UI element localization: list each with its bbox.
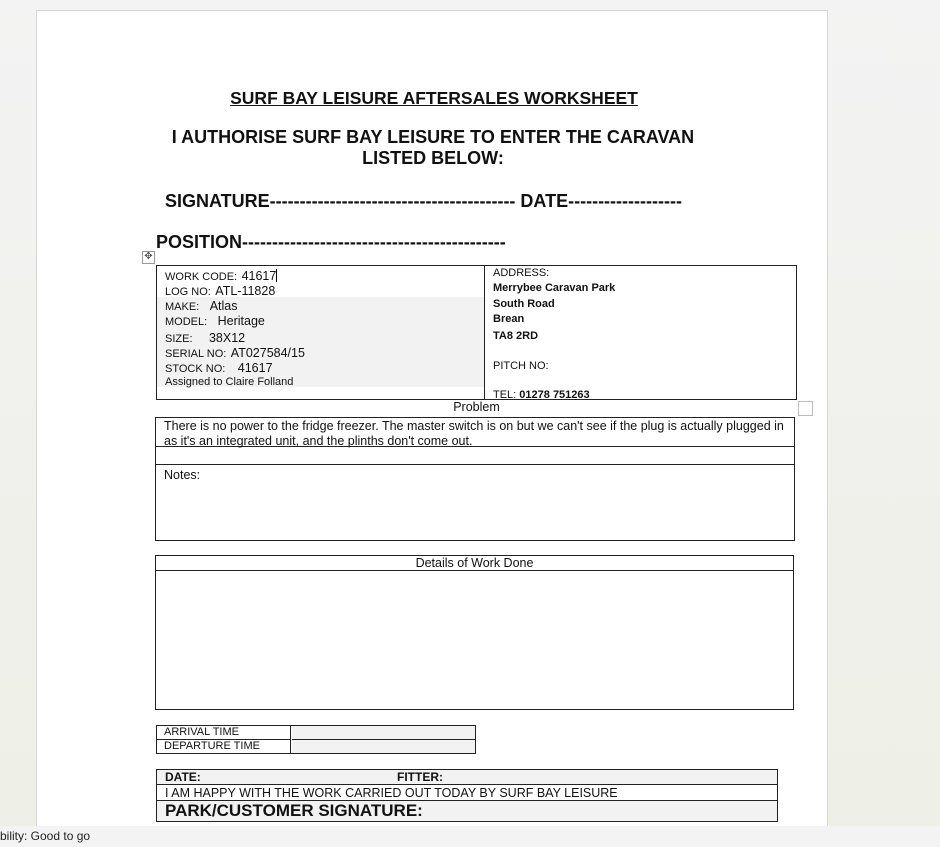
size-row: SIZE: 38X12: [165, 331, 246, 345]
log-no-row: LOG NO: ATL-11828: [165, 284, 276, 298]
work-code-value: 41617: [241, 269, 277, 283]
departure-time-field[interactable]: [292, 740, 475, 753]
document-title: SURF BAY LEISURE AFTERSALES WORKSHEET: [230, 88, 638, 108]
document-page: [36, 10, 828, 830]
address-line3: Brean: [493, 313, 525, 325]
work-done-box[interactable]: [155, 570, 794, 710]
pitch-no-label: PITCH NO:: [493, 360, 549, 372]
model-value: Heritage: [217, 314, 265, 328]
problem-blank-row[interactable]: [155, 447, 795, 465]
happy-statement: I AM HAPPY WITH THE WORK CARRIED OUT TODAY BY SURF BAY LEISURE: [157, 785, 777, 801]
notes-box[interactable]: [155, 465, 795, 541]
fitter-label: FITTER:: [397, 770, 443, 784]
size-value: 38X12: [208, 331, 246, 345]
table-resize-handle[interactable]: [798, 401, 813, 416]
address-line2: South Road: [493, 298, 555, 310]
position-line: POSITION--------------------------------------------: [156, 232, 506, 252]
signature-date-line: SIGNATURE----------------------------------------- DATE-------------------: [165, 191, 682, 211]
problem-text[interactable]: There is no power to the fridge freezer. The master switch is on but we can't see if the plug is actually plugged in as it's an integrated unit, and the plinths don't come out.: [155, 417, 795, 447]
address-postcode: TA8 2RD: [493, 330, 539, 342]
caravan-info-table: [156, 265, 797, 400]
address-label: ADDRESS:: [493, 267, 550, 279]
stock-value: 41617: [237, 361, 273, 375]
assigned-to: Assigned to Claire Folland: [165, 376, 294, 388]
address-cell[interactable]: [493, 266, 793, 399]
arrival-time-field[interactable]: [292, 726, 475, 740]
date-fitter-row[interactable]: [157, 770, 777, 785]
arrival-time-label: ARRIVAL TIME: [157, 726, 291, 740]
make-value: Atlas: [209, 299, 238, 313]
notes-label: Notes:: [164, 468, 201, 482]
problem-heading: Problem: [453, 400, 500, 414]
authorisation-statement: I AUTHORISE SURF BAY LEISURE TO ENTER THE CARAVAN LISTED BELOW:: [171, 127, 695, 168]
work-code-row: WORK CODE: 41617: [165, 269, 277, 283]
table-move-handle-icon[interactable]: ✥: [142, 251, 155, 264]
address-line1: Merrybee Caravan Park: [493, 282, 616, 294]
time-table: [156, 725, 476, 754]
departure-time-label: DEPARTURE TIME: [157, 740, 291, 753]
caravan-details-cell[interactable]: [157, 266, 485, 399]
accessibility-status[interactable]: bility: Good to go: [0, 829, 91, 843]
log-no-value: ATL-11828: [215, 284, 276, 298]
work-done-heading: Details of Work Done: [155, 555, 794, 571]
tel-row: TEL: 01278 751263: [493, 389, 590, 401]
date-label: DATE:: [165, 770, 201, 784]
stock-row: STOCK NO: 41617: [165, 361, 273, 375]
signoff-table: [156, 769, 778, 822]
tel-value: 01278 751263: [519, 389, 590, 401]
serial-row: SERIAL NO: AT027584/15: [165, 346, 305, 360]
status-bar: [0, 826, 940, 847]
model-row: MODEL: Heritage: [165, 314, 265, 328]
serial-value: AT027584/15: [230, 346, 305, 360]
text-cursor: [276, 269, 277, 282]
make-row: MAKE: Atlas: [165, 299, 238, 313]
customer-signature-row[interactable]: PARK/CUSTOMER SIGNATURE:: [157, 801, 777, 821]
